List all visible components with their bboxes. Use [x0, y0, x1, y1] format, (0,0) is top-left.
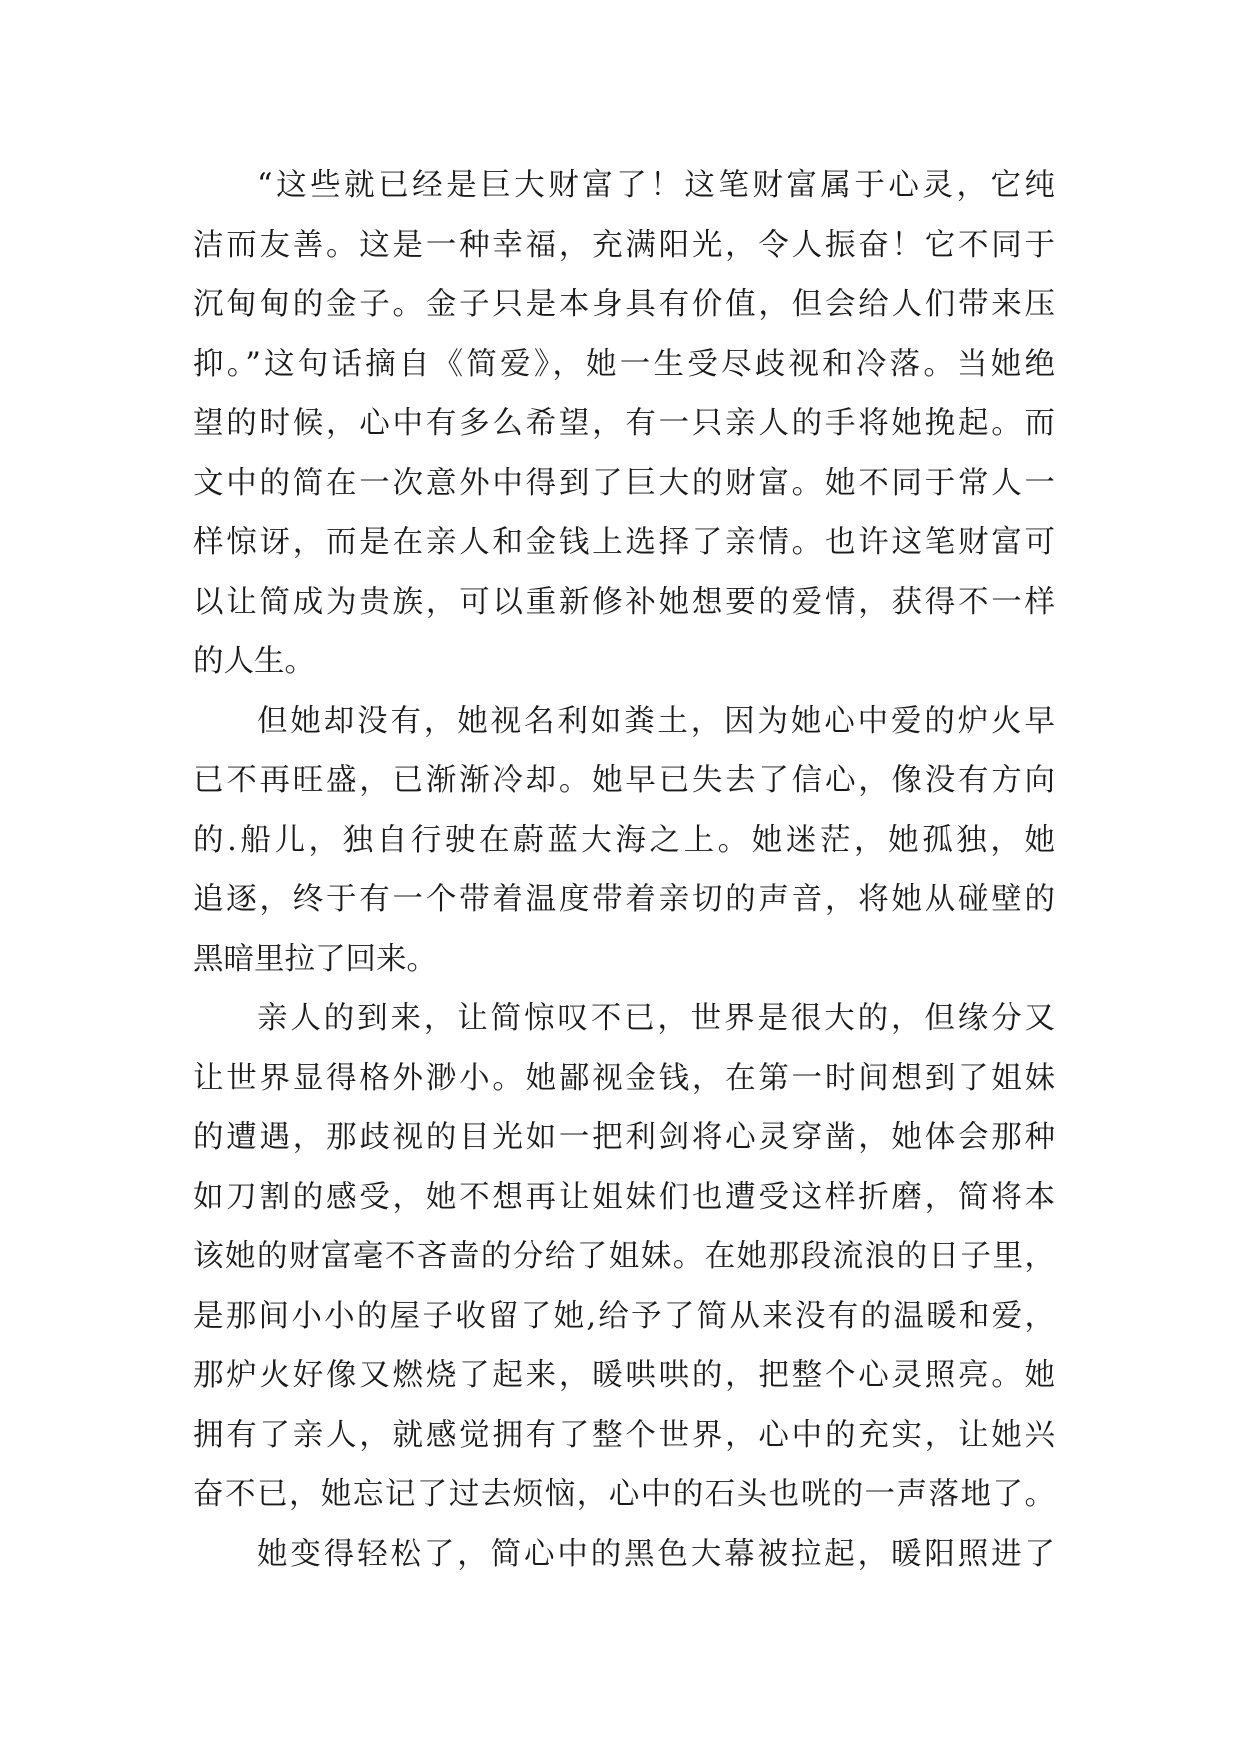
text-line: 的.船儿，独自行驶在蔚蓝大海之上。她迷茫，她孤独，她: [193, 822, 1055, 858]
text-line: 但她却没有，她视名利如粪土，因为她心中爱的炉火早: [257, 703, 1055, 739]
text-line: 抑。”这句话摘自《简爱》，她一生受尽歧视和冷落。当她绝: [193, 346, 1055, 382]
text-line: 的人生。: [193, 644, 315, 679]
text-line: 样惊讶，而是在亲人和金钱上选择了亲情。也许这笔财富可: [193, 525, 1055, 560]
paragraph-1: [193, 156, 1055, 692]
text-line: 黑暗里拉了回来。: [193, 941, 437, 977]
text-line: 该她的财富毫不吝啬的分给了姐妹。在她那段流浪的日子里，: [193, 1239, 1055, 1274]
text-line: 让世界显得格外渺小。她鄙视金钱，在第一时间想到了姐妹: [193, 1060, 1055, 1096]
text-line: 文中的简在一次意外中得到了巨大的财富。她不同于常人一: [193, 465, 1055, 501]
paragraph-3: [193, 989, 1055, 1525]
text-line: 的遭遇，那歧视的目光如一把利剑将心灵穿凿，她体会那种: [193, 1120, 1055, 1155]
text-line: 洁而友善。这是一种幸福，充满阳光，令人振奋！它不同于: [193, 227, 1055, 263]
text-line: 如刀割的感受，她不想再让姐妹们也遭受这样折磨，简将本: [193, 1179, 1055, 1215]
text-line: 沉甸甸的金子。金子只是本身具有价值，但会给人们带来压: [193, 287, 1055, 322]
text-line: 已不再旺盛，已渐渐冷却。她早已失去了信心，像没有方向: [193, 763, 1055, 798]
text-line: 她变得轻松了，简心中的黑色大幕被拉起，暖阳照进了: [257, 1536, 1055, 1572]
text-line: 拥有了亲人，就感觉拥有了整个世界，心中的充实，让她兴: [193, 1417, 1055, 1453]
paragraph-2: [193, 692, 1055, 990]
text-line: 望的时候，心中有多么希望，有一只亲人的手将她挽起。而: [193, 406, 1055, 441]
text-line: “这些就已经是巨大财富了！这笔财富属于心灵，它纯: [257, 168, 1055, 203]
text-line: 是那间小小的屋子收留了她,给予了简从来没有的温暖和爱，: [193, 1298, 1055, 1334]
text-line: 亲人的到来，让简惊叹不已，世界是很大的，但缘分又: [257, 1001, 1055, 1036]
text-line: 那炉火好像又燃烧了起来，暖哄哄的，把整个心灵照亮。她: [193, 1358, 1055, 1393]
text-line: 以让简成为贵族，可以重新修补她想要的爱情，获得不一样: [193, 584, 1055, 620]
text-line: 奋不已，她忘记了过去烦恼，心中的石头也咣的一声落地了。: [193, 1477, 1055, 1512]
text-line: 追逐，终于有一个带着温度带着亲切的声音，将她从碰壁的: [193, 882, 1055, 917]
paragraph-4: [193, 1525, 1055, 1585]
document-body: [193, 156, 1055, 1584]
